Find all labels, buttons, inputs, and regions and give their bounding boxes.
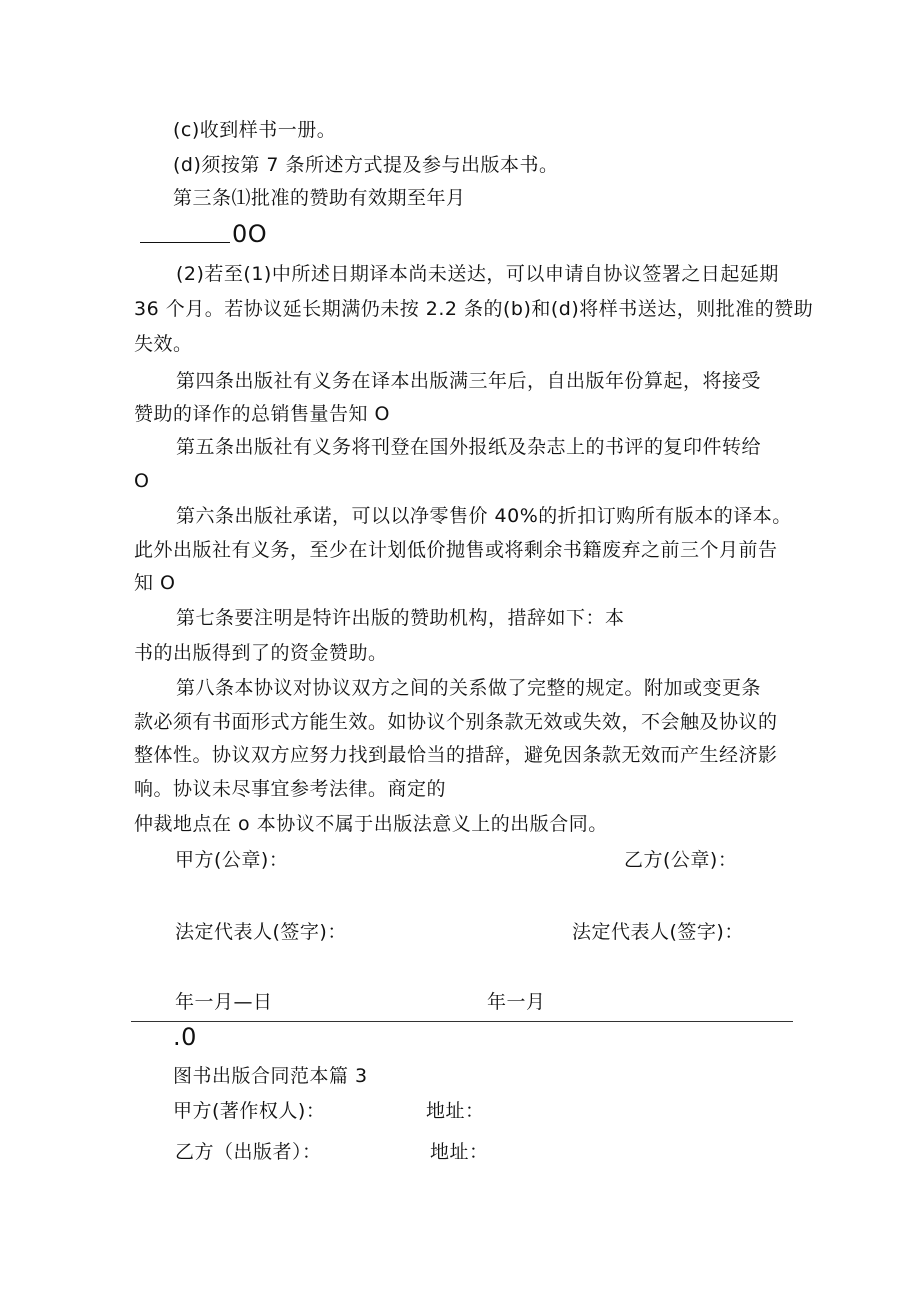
article-6-line: 第六条出版社承诺，可以以净零售价 40%的折扣订购所有版本的译本。	[176, 505, 792, 527]
article-5-line: 第五条出版社有义务将刊登在国外报纸及杂志上的书评的复印件转给	[176, 436, 762, 458]
clause-item-c: (c)收到样书一册。	[173, 119, 337, 141]
party-a-representative-label: 法定代表人(签字)：	[175, 921, 347, 943]
article-6-line: 知 O	[134, 572, 176, 594]
article-4-line: 赞助的译作的总销售量告知 O	[134, 403, 390, 425]
party-b-publisher-label: 乙方（出版者）：	[175, 1141, 322, 1163]
party-b-date: 年一月	[487, 991, 546, 1013]
party-a-seal-label: 甲方(公章)：	[175, 849, 289, 871]
article-6-line: 此外出版社有义务，至少在计划低价抛售或将剩余书籍废弃之前三个月前告	[134, 539, 778, 561]
section-number: .0	[173, 1023, 197, 1051]
party-b-representative-label: 法定代表人(签字)：	[572, 921, 744, 943]
article-8-line: 响。协议未尽事宜参考法律。商定的	[134, 778, 447, 800]
date-blank-line	[140, 220, 267, 248]
article-7-line: 书的出版得到了的资金赞助。	[134, 642, 388, 664]
paragraph-line: 36 个月。若协议延长期满仍未按 2.2 条的(b)和(d)将样书送达，则批准的赞助	[134, 298, 814, 320]
section-title: 图书出版合同范本篇 3	[173, 1065, 368, 1087]
party-a-address-label: 地址：	[426, 1100, 485, 1122]
date-blank-text: 0O	[232, 220, 268, 248]
paragraph-line: 失效。	[134, 333, 193, 355]
clause-item-d: (d)须按第 7 条所述方式提及参与出版本书。	[173, 154, 559, 176]
article-7-line: 第七条要注明是特许出版的赞助机构，措辞如下：本	[176, 607, 625, 629]
article-8-line: 仲裁地点在 o 本协议不属于出版法意义上的出版合同。	[134, 813, 608, 835]
paragraph-line: (2)若至(1)中所述日期译本尚未送达，可以申请自协议签署之日起延期	[176, 263, 779, 285]
article-3-heading: 第三条⑴批准的赞助有效期至年月	[173, 187, 466, 209]
article-8-line: 第八条本协议对协议双方之间的关系做了完整的规定。附加或变更条	[176, 677, 762, 699]
article-5-line: O	[134, 470, 150, 492]
party-a-date: 年一月—日	[175, 991, 273, 1013]
party-b-seal-label: 乙方(公章)：	[624, 849, 738, 871]
party-b-address-label: 地址：	[430, 1141, 489, 1163]
blank-underline	[140, 220, 230, 243]
article-8-line: 整体性。协议双方应努力找到最恰当的措辞，避免因条款无效而产生经济影	[134, 744, 778, 766]
party-a-author-label: 甲方(著作权人)：	[173, 1100, 326, 1122]
section-divider	[131, 1021, 793, 1022]
article-4-line: 第四条出版社有义务在译本出版满三年后，自出版年份算起，将接受	[176, 370, 762, 392]
article-8-line: 款必须有书面形式方能生效。如协议个别条款无效或失效，不会触及协议的	[134, 711, 778, 733]
